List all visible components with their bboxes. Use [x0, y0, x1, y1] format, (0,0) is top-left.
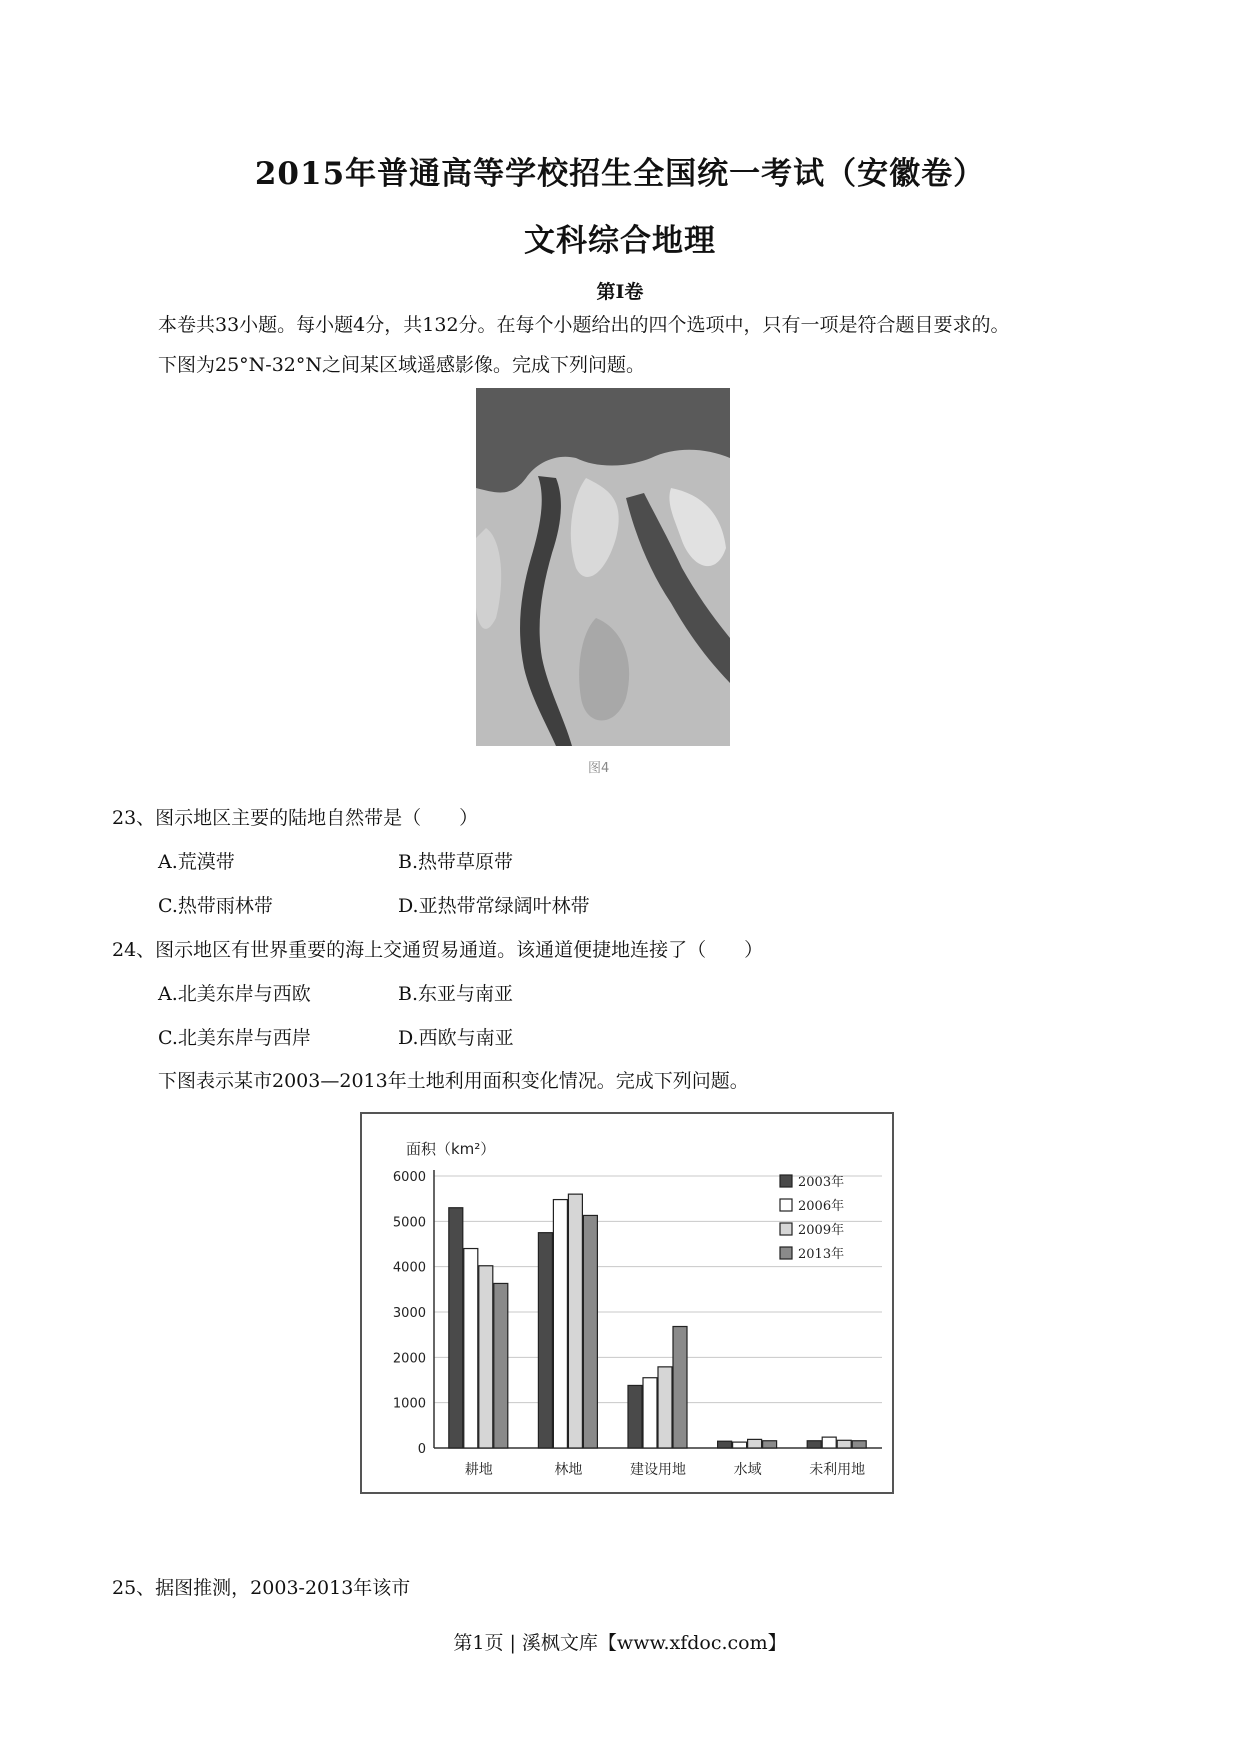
- y-tick-label: 5000: [392, 1215, 426, 1231]
- x-tick-label: 未利用地: [809, 1462, 866, 1478]
- question-23-option-b: B.热带草原带: [398, 851, 514, 873]
- question-23-option-a: A.荒漠带: [158, 851, 235, 873]
- bar: [464, 1249, 478, 1448]
- y-tick-label: 0: [417, 1442, 426, 1457]
- y-tick-label: 6000: [392, 1170, 426, 1185]
- bar: [583, 1215, 597, 1448]
- question-23-stem: 23、图示地区主要的陆地自然带是（ ）: [112, 807, 479, 829]
- section-heading: 第Ⅰ卷: [596, 281, 644, 303]
- bar: [553, 1200, 567, 1448]
- bar: [852, 1441, 866, 1448]
- bar: [822, 1437, 836, 1448]
- legend-label: 2013年: [798, 1247, 845, 1262]
- bar: [538, 1233, 552, 1448]
- legend-label: 2006年: [798, 1199, 845, 1214]
- bar: [658, 1367, 672, 1448]
- question-24-option-c: C.北美东岸与西岸: [158, 1027, 311, 1049]
- bar: [568, 1194, 582, 1448]
- legend-swatch: [780, 1175, 792, 1187]
- legend-label: 2003年: [798, 1175, 845, 1190]
- chart-svg: [362, 1114, 892, 1492]
- question-24-stem: 24、图示地区有世界重要的海上交通贸易通道。该通道便捷地连接了（ ）: [112, 939, 764, 961]
- x-tick-label: 林地: [554, 1462, 583, 1478]
- question-24-option-d: D.西欧与南亚: [398, 1027, 514, 1049]
- x-tick-label: 水域: [733, 1462, 762, 1478]
- x-tick-label: 耕地: [464, 1462, 493, 1478]
- bar: [628, 1385, 642, 1448]
- question-23-option-c: C.热带雨林带: [158, 895, 273, 917]
- bar: [748, 1439, 762, 1448]
- figure-intro-text: 下图为25°N-32°N之间某区域遥感影像。完成下列问题。: [158, 354, 646, 376]
- y-tick-label: 1000: [392, 1396, 426, 1412]
- question-25-stem: 25、据图推测，2003-2013年该市: [112, 1577, 411, 1599]
- legend-label: 2009年: [798, 1223, 845, 1238]
- page-footer: 第1页 | 溪枫文库【www.xfdoc.com】: [453, 1632, 787, 1654]
- y-tick-label: 4000: [392, 1260, 426, 1276]
- bar: [763, 1441, 777, 1448]
- land-use-chart: [360, 1112, 894, 1494]
- bar: [494, 1283, 508, 1448]
- satellite-image: [476, 388, 730, 746]
- bar: [718, 1441, 732, 1448]
- bar: [837, 1440, 851, 1448]
- x-tick-label: 建设用地: [630, 1462, 686, 1478]
- question-24-option-a: A.北美东岸与西欧: [158, 983, 311, 1005]
- legend-swatch: [780, 1247, 792, 1259]
- exam-subtitle: 文科综合地理: [524, 223, 716, 259]
- bar: [807, 1441, 821, 1448]
- bar: [449, 1208, 463, 1448]
- y-axis-label: 面积（km²）: [406, 1140, 496, 1158]
- bar: [479, 1266, 493, 1448]
- y-tick-label: 2000: [392, 1351, 426, 1367]
- y-tick-label: 3000: [392, 1306, 426, 1321]
- exam-title: 2015年普通高等学校招生全国统一考试（安徽卷）: [254, 156, 986, 192]
- question-24-option-b: B.东亚与南亚: [398, 983, 514, 1005]
- bar: [733, 1442, 747, 1448]
- legend-swatch: [780, 1199, 792, 1211]
- bar: [673, 1327, 687, 1448]
- bar: [643, 1378, 657, 1448]
- chart-intro-text: 下图表示某市2003—2013年土地利用面积变化情况。完成下列问题。: [158, 1070, 749, 1092]
- instructions-text: 本卷共33小题。每小题4分，共132分。在每个小题给出的四个选项中，只有一项是符合题目要求的。: [158, 314, 1010, 336]
- legend-swatch: [780, 1223, 792, 1235]
- question-23-option-d: D.亚热带常绿阔叶林带: [398, 895, 590, 917]
- figure-caption: 图4: [588, 761, 610, 776]
